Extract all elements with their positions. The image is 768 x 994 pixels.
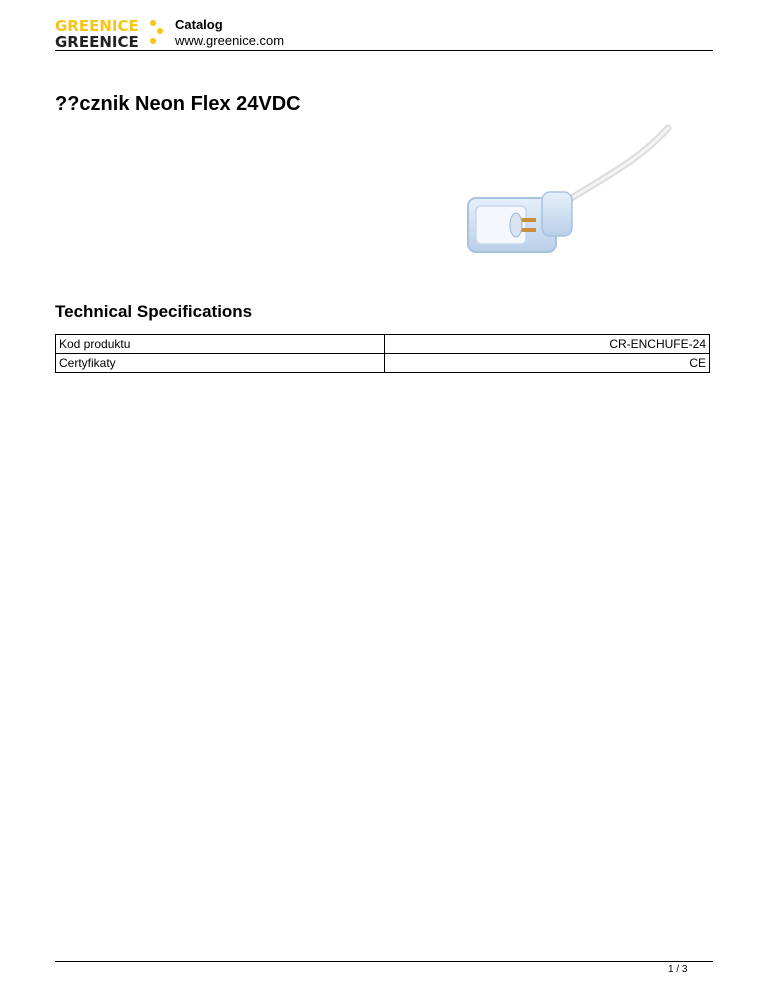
page-header <box>55 12 713 51</box>
catalog-title: Catalog <box>175 17 223 32</box>
svg-text:GREENICE: GREENICE <box>55 33 139 49</box>
product-title: ??cznik Neon Flex 24VDC <box>55 93 301 115</box>
spec-value: CR-ENCHUFE-24 <box>385 335 710 354</box>
footer-divider <box>55 961 713 962</box>
table-row <box>56 354 710 373</box>
spec-value: CE <box>385 354 710 373</box>
spec-label: Certyfikaty <box>56 354 385 373</box>
svg-text:GREENICE: GREENICE <box>55 17 139 35</box>
specs-table <box>55 334 710 373</box>
greenice-logo <box>55 15 167 49</box>
table-row <box>56 335 710 354</box>
product-image <box>460 120 675 270</box>
page-number: 1 / 3 <box>668 964 688 975</box>
specs-heading: Technical Specifications <box>55 302 253 321</box>
catalog-url[interactable]: www.greenice.com <box>175 33 285 48</box>
spec-label: Kod produktu <box>56 335 385 354</box>
